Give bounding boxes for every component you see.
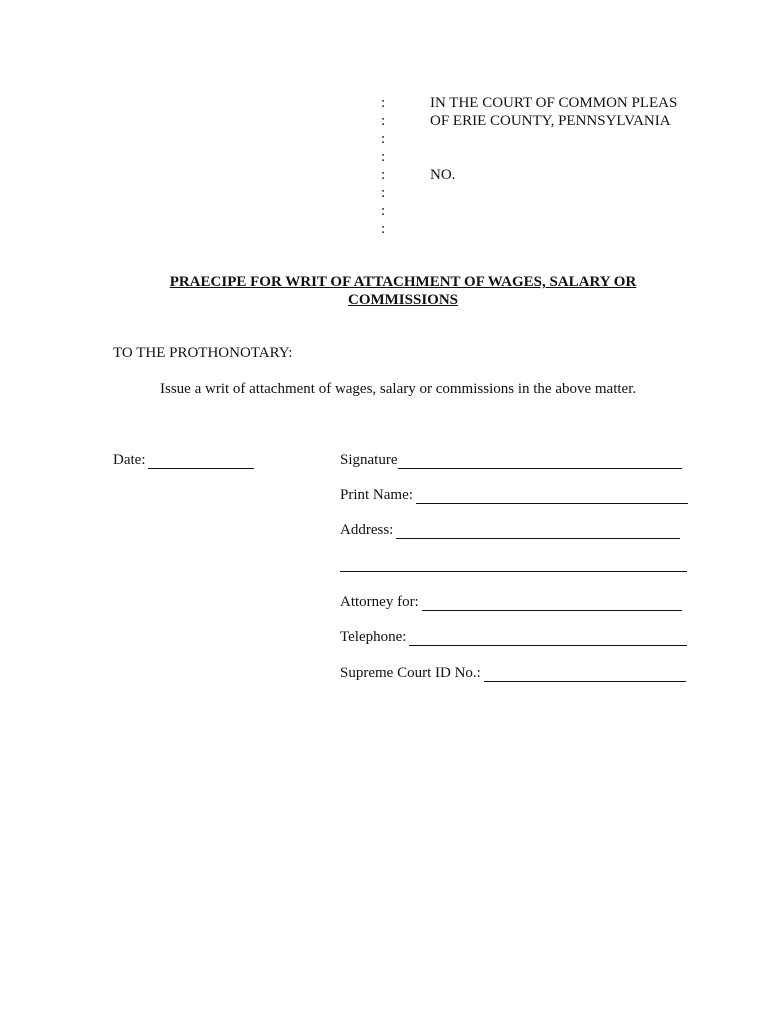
case-number-label: NO.	[430, 167, 456, 183]
supreme-court-id-input-line[interactable]	[484, 666, 686, 682]
caption-colon: :	[381, 221, 386, 237]
address-second-input-line[interactable]	[340, 571, 687, 572]
date-field	[113, 452, 254, 469]
print-name-field	[340, 487, 688, 504]
body-paragraph: Issue a writ of attachment of wages, salary or commissions in the above matter.	[160, 381, 637, 397]
attorney-for-label: Attorney for:	[340, 594, 419, 610]
caption-colon-column	[381, 94, 393, 238]
print-name-input-line[interactable]	[416, 488, 688, 504]
caption-colon: :	[381, 185, 386, 201]
caption-colon: :	[381, 113, 386, 129]
salutation: TO THE PROTHONOTARY:	[113, 345, 293, 361]
telephone-field	[340, 629, 687, 646]
address-input-line[interactable]	[396, 523, 680, 539]
document-title	[100, 273, 706, 309]
caption-colon: :	[381, 131, 386, 147]
date-input-line[interactable]	[148, 453, 254, 469]
address-label: Address:	[340, 522, 394, 538]
document-title-line1: PRAECIPE FOR WRIT OF ATTACHMENT OF WAGES, SALARY OR	[169, 274, 637, 290]
signature-input-line[interactable]	[398, 453, 682, 469]
court-name-line1: IN THE COURT OF COMMON PLEAS	[430, 95, 678, 111]
caption-colon: :	[381, 149, 386, 165]
supreme-court-id-label: Supreme Court ID No.:	[340, 665, 481, 681]
telephone-label: Telephone:	[340, 629, 407, 645]
document-title-line2: COMMISSIONS	[347, 292, 459, 308]
telephone-input-line[interactable]	[409, 630, 687, 646]
caption-colon: :	[381, 203, 386, 219]
address-field	[340, 522, 680, 539]
court-name-line2: OF ERIE COUNTY, PENNSYLVANIA	[430, 113, 671, 129]
court-heading	[430, 94, 677, 130]
signature-label: Signature	[340, 452, 398, 468]
attorney-for-field	[340, 594, 682, 611]
signature-field	[340, 452, 682, 469]
caption-colon: :	[381, 95, 386, 111]
supreme-court-id-field	[340, 665, 686, 682]
caption-colon: :	[381, 167, 386, 183]
print-name-label: Print Name:	[340, 487, 413, 503]
date-label: Date:	[113, 452, 146, 468]
attorney-for-input-line[interactable]	[422, 595, 682, 611]
